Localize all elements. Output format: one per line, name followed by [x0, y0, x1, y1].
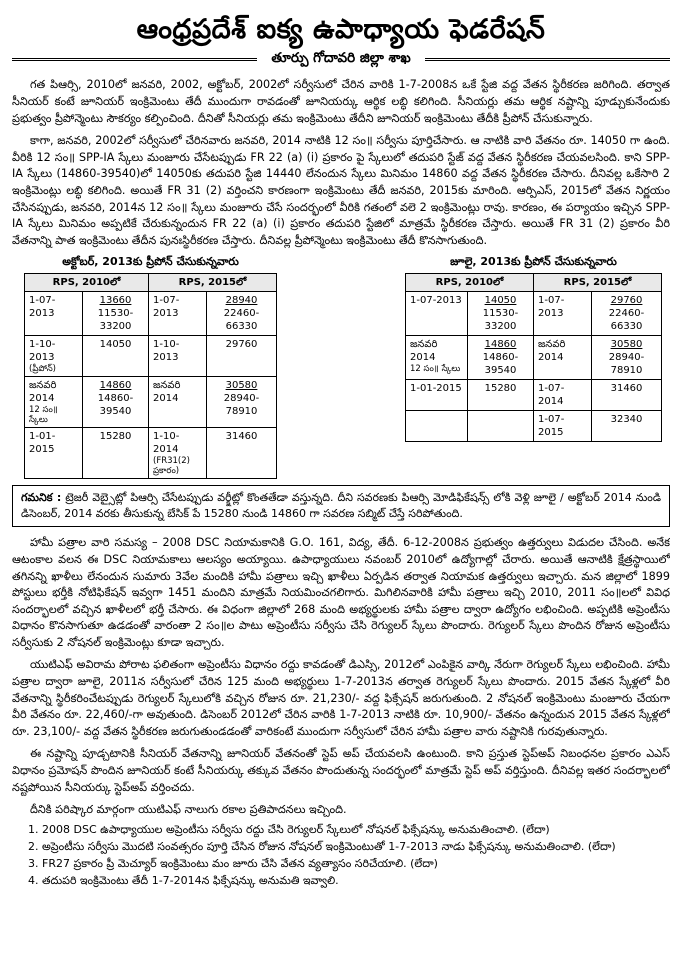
scale-cell — [83, 377, 149, 428]
date-cell — [534, 411, 592, 442]
date-cell — [149, 377, 207, 428]
scale-cell — [83, 428, 149, 479]
date-text: 1-07-2013 — [29, 295, 56, 320]
date-text: 1-07-2013 — [410, 295, 462, 307]
table-october — [24, 273, 277, 479]
scale-cell — [468, 411, 534, 442]
date-text: 1-01-2015 — [410, 383, 462, 395]
table-october-caption: అక్టోబర్, 2013కు ప్రీపోన్ చేసుకున్నవారు — [62, 255, 239, 269]
date-text: 1-07-2013 — [153, 295, 180, 320]
scale-cell — [207, 428, 277, 479]
date-cell — [534, 380, 592, 411]
district-branch-subtitle: తూర్పు గోదావరి జిల్లా శాఖ — [271, 50, 411, 67]
date-cell — [406, 336, 468, 380]
date-cell — [534, 336, 592, 380]
table-row — [406, 336, 662, 380]
rps-2015-header: RPS, 2015లో — [149, 274, 277, 292]
table-row — [25, 377, 277, 428]
date-cell — [25, 428, 83, 479]
scale-cell — [83, 336, 149, 377]
scale-cell — [207, 377, 277, 428]
table-row — [25, 336, 277, 377]
table-row — [25, 428, 277, 479]
pay-scale: 31460 — [610, 383, 643, 395]
scale-cell — [83, 292, 149, 336]
paragraph-apprentice-abolition: యుటిఎఫ్ అవిరామ పోరాట ఫలితంగా అప్రెంటీసు విధానం రద్దు కావడంతో డిఎస్సి, 2012లో ఎంపికైన వార్కి నేరుగా రెగ్యులర్ స్కేలు లభించింది. హామీ పత్రాల ద్వారా జూలై, 2011న సర్వీసులో చేరిన 125 మంది అభ్యర్థులు 1-7-2013న తర్వాత రెగ్యులర్ స్కేలు పొందారు. 2015 వేతన స్కేళ్లలో వీరి వేతనాన్ని స్థిరీకరించేటప్పుడు రెగ్యులర్ స్కేలులోకి వచ్చిన రోజున రూ. 21,230/- వద్ద ఫిక్సేషన్ జరుగుతుంది. 2 నోషనల్ ఇంక్రిమెంటు మంజూరు చేయగా వీరి వేతనం రూ. 22,460/-గా అవుతుంది. డిసెంబర్ 2012లో చేరిన వారికి 1-7-2013 నాటికి రూ. 10,900/- వేతనం ఉన్నందున 2015 వేతన స్కేళ్లలో రూ. 23,100/- వద్ద వేతన స్థిరీకరణ జరుగుతుండడంతో వారికంటే ముందుగా సర్వీసులో చేరిన హామీ పత్రాల వారు నష్టానికి గురవుతున్నారు. — [12, 658, 670, 738]
date-text: జనవరి 2014 — [153, 380, 181, 405]
pay-scale: 14860-39540 — [97, 393, 134, 418]
table-row — [406, 292, 662, 336]
date-cell — [25, 336, 83, 377]
pay-scale: 22460-66330 — [223, 308, 260, 333]
table-october-block — [24, 255, 277, 479]
document-page — [0, 14, 684, 974]
date-cell — [406, 292, 468, 336]
date-cell — [25, 377, 83, 428]
date-cell — [406, 411, 468, 442]
pay-scale: 28940-78910 — [608, 352, 645, 377]
pay-value: 14860 — [484, 339, 517, 351]
table-header-row — [25, 274, 277, 292]
note-label: గమనిక : — [21, 491, 62, 505]
date-cell — [149, 428, 207, 479]
date-text: 1-01-2015 — [29, 431, 56, 456]
date-cell — [149, 336, 207, 377]
scale-cell — [592, 292, 662, 336]
pay-scale: 22460-66330 — [608, 308, 645, 333]
paragraph-guarantee-letters: హామీ పత్రాల వారి సమస్య – 2008 DSC నియామకానికి G.O. 161, విద్య, తేదీ. 6-12-2008న ప్రభుత్వం ఉత్తర్వులు విడుదల చేసింది. అనేక ఆటంకాల వలన ఈ DSC నియామకాలు ఆలస్యం అయ్యాయి. ఉపాధ్యాయులు నవంబర్ 2010లో ఉద్యోగాల్లో చేరారు. అయితే ఆనాటికి క్షేత్రస్థాయిలో తగినన్ని ఖాళీలు లేనందున సుమారు 3వేల మందికి హామీ పత్రాలు ఇచ్చి ఖాళీలు ఏర్పడిన తర్వాత నియామక ఉత్తర్వులు ఇచ్చారు. మన జిల్లాలో 1899 పోస్టులు భర్తీకి నోటిఫికేషన్ ఇవ్వగా 1451 మందిని మాత్రమే నియమించగలిగారు. మిగిలినవారికి హామీ పత్రాలు ఇచ్చి 2010, 2011 సం॥లలో వివిధ సందర్భాలలో వచ్చిన ఖాళీలలో భర్తీ చేసారు. ఈ విధంగా జిల్లాలో 268 మంది అభ్యర్థులకు హామీ పత్రాల ద్వారా ఉద్యోగం లభించింది. అప్పటికి అప్రెంటీసు విధానం కొనసాగుతూ ఉడడంతో వారంతా 2 సం॥ల పాటు అప్రెంటీసు సర్వీసు చేసి రెగ్యులర్ స్కేలు పొందారు. రెగ్యులర్ స్కేలు పొందిన రోజున అప్రెంటీసు సర్వీసుకు 2 నోషనల్ ఇంక్రిమెంట్లు కూడా ఇచ్చారు. — [12, 536, 670, 649]
pay-value: 30580 — [610, 339, 643, 351]
scale-cell — [592, 411, 662, 442]
federation-title: ఆంధ్రప్రదేశ్ ఐక్య ఉపాధ్యాయ ఫెడరేషన్ — [136, 14, 546, 45]
note-text: ట్రెజరీ వెబ్సైట్లో పిఆర్సి చేసేటప్పుడు వర్క్షీట్లో కొంతతేడా వస్తున్నది. దీని సవరణకు పిఆర్సి మోడిఫికేషన్స్ లోకి వెళ్లి జూలై / అక్టోబర్ 2014 నుండి డిసెంబర్, 2014 వరకు తీసుకున్న బేసిక్ పే 15280 నుండి 14860 గా సవరణ సబ్మిట్ చేస్తే సరిపోతుంది. — [21, 491, 661, 521]
list-item: 1. 2008 DSC ఉపాధ్యాయుల అప్రెంటీసు సర్వీసు రద్దు చేసి రెగ్యులర్ స్కేలులో నోషనల్ ఫిక్సేషన్కు అనుమతించాలి. (లేదా) — [42, 821, 670, 838]
date-cell — [149, 292, 207, 336]
proposal-list — [12, 821, 670, 889]
date-text: జనవరి 2014 — [410, 339, 438, 364]
list-item: 4. తదుపరి ఇంక్రిమెంటు తేదీ 1-7-2014న ఫిక్సేషన్కు అనుమతి ఇవ్వాలి. — [42, 872, 670, 889]
paragraph-proposals-intro: దీనికి పరిష్కార మార్గంగా యుటిఎఫ్ నాలుగు రకాల ప్రతిపాదనలు ఇచ్చింది. — [30, 803, 347, 817]
date-text: 1-07-2013 — [538, 295, 565, 320]
pay-value: 13660 — [99, 295, 132, 307]
scale-cell — [468, 336, 534, 380]
date-text: 1-10-2014 — [153, 431, 180, 456]
note-box — [12, 485, 670, 527]
divider-left — [12, 58, 257, 62]
table-row — [25, 292, 277, 336]
date-text: 1-07-2015 — [538, 414, 565, 439]
pay-value: 14860 — [99, 380, 132, 392]
list-item: 2. అప్రెంటీసు సర్వీసు మొదటి సంవత్సరం పూర్తి చేసిన రోజున నోషనల్ ఇంక్రిమెంటుతో 1-7-2013 నాడు ఫిక్సేషన్కు అనుమతించాలి. (లేదా) — [42, 838, 670, 855]
pay-value: 29760 — [610, 295, 643, 307]
pay-scale: 11530-33200 — [482, 308, 519, 333]
divider-right — [425, 58, 670, 62]
paragraph-spp-scale: కాగా, జనవరి, 2002లో సర్వీసులో చేరినవారు జనవరి, 2014 నాటికి 12 సం॥ సర్వీసు పూర్తిచేసారు. ఆ నాటికి వారి వేతనం రూ. 14050 గా ఉంది. వీరికి 12 సం॥ SPP-IA స్కేలు మంజూరు చేసేటప్పుడు FR 22 (a) (i) ప్రకారం పై స్కేలులో తదుపరి స్టేజ్ వద్ద వేతన స్థిరీకరణ చేయవలసింది. కాని SPP-IA స్కేలు (14860-39540)లో 14050కు తదుపరి స్టేజి 14440 లేనందున స్కేలు మినిమం 14860 వద్ద వేతన స్థిరీకరణ చేసారు. దీనివల్ల ఒకేసారి 2 ఇంక్రిమెంట్లు లబ్ధి కలిగింది. అయితే FR 31 (2) వర్తించని కారణంగా ఇంక్రిమెంటు తేదీ జనవరి, 2015కు మారింది. ఆర్పిఎస్, 2015లో వేతన నిర్ణయం చేసినప్పుడు, జనవరి, 2014న 12 సం॥ స్కేలు మంజూరు చేసే సందర్భంలో వీరికి గతంలో వలె 2 ఇంక్రిమెంట్లు రావు. కారణం, ఈ పర్యాయం ఇచ్చిన SPP-IA స్కేలు మినిమం అప్పటికే చేరుకున్నందున FR 22 (a) (i) ప్రకారం తదుపరి స్టేజిలో మాత్రమే స్థిరీకరణ చేస్తారు. అయితే FR 31 (2) ప్రకారం వీరి వేతనాన్ని పాత ఇంక్రిమెంటు తేదీన పునఃస్థిరీకరణ చేస్తారు. దీనివల్ల ప్రీపోన్మెంటు ఇంక్రిమెంటు తేదీ కొనసాగుతుంది. — [12, 134, 670, 247]
pay-scale: 28940-78910 — [223, 393, 260, 418]
scale-cell — [468, 292, 534, 336]
rps-2010-header: RPS, 2010లో — [406, 274, 534, 292]
pay-value: 30580 — [225, 380, 258, 392]
pay-scale: 11530-33200 — [97, 308, 134, 333]
pay-scale: 15280 — [484, 383, 517, 395]
subtitle-row — [12, 50, 670, 69]
pay-tables — [24, 255, 662, 479]
pay-scale: 14860-39540 — [482, 352, 519, 377]
pay-scale: 14050 — [99, 339, 132, 351]
date-cell — [534, 292, 592, 336]
pay-scale: 29760 — [225, 339, 258, 351]
date-note: (FR31(2) ప్రకారం) — [153, 456, 190, 477]
date-text: జనవరి 2014 — [538, 339, 566, 364]
date-text: 1-10-2013 — [153, 339, 180, 364]
paragraph-step-up: ఈ నష్టాన్ని పూడ్చటానికి సీనియర్ వేతనాన్ని జూనియర్ వేతనంతో స్టెప్ అప్ చేయవలసి ఉంటుంది. కాని ప్రస్తుత స్టెప్అప్ నిబంధనల ప్రకారం ఎఎస్ విధానం ప్రమోషన్ పొందిన జూనియర్ కంటే సీనియర్కు తక్కువ వేతనం పొందుతున్న సందర్భంలో మాత్రమే స్టెప్ అప్ వర్తిస్తుంది. దీనివల్ల ఇతర సందర్భాలలో నష్టపోయిన సీనియర్కు స్టెప్అప్ వర్తించదు. — [12, 747, 670, 794]
date-cell — [25, 292, 83, 336]
table-july-block — [405, 255, 662, 479]
date-text: 1-07-2014 — [538, 383, 565, 408]
pay-scale: 32340 — [610, 414, 643, 426]
table-header-row — [406, 274, 662, 292]
list-item: 3. FR27 ప్రకారం ప్రీ మెచ్యూర్ ఇంక్రిమెంటు మం జూరు చేసి వేతన వ్యత్యాసం సరిచేయాలి. (లేదా) — [42, 855, 670, 872]
rps-2010-header: RPS, 2010లో — [25, 274, 149, 292]
pay-value: 14050 — [484, 295, 517, 307]
table-row — [406, 380, 662, 411]
paragraph-preponement: గత పిఆర్సి, 2010లో జనవరి, 2002, అక్టోబర్, 2002లో సర్వీసులో చేరిన వారికి 1-7-2008న ఒకే స్టేజి వద్ద వేతన స్థిరీకరణ జరిగింది. తర్వాత సీనియర్ కంటే జూనియర్ ఇంక్రిమెంటు తేదీ ముందుగా రావడంతో జూనియర్కు ఆర్థిక లబ్ధి కలిగింది. సీనియర్లు తమ ఆర్థిక నష్టాన్ని పూడ్చుకునేందుకు ప్రభుత్వం ప్రీపోన్మెంటు సౌకర్యం కల్పించింది. దీనితో సీనియర్లు తమ ఇంక్రిమెంటు తేదీని జూనియర్ ఇంక్రిమెంటు తేదీకి ప్రీపోన్ చేసుకున్నారు. — [12, 78, 670, 125]
date-note: (ప్రీపోన్) — [29, 364, 56, 375]
pay-value: 28940 — [225, 295, 258, 307]
table-july — [405, 273, 662, 442]
pay-scale: 31460 — [225, 431, 258, 443]
date-note: 12 సం॥ స్కేలు — [29, 405, 58, 426]
scale-cell — [592, 380, 662, 411]
date-text: జనవరి 2014 — [29, 380, 57, 405]
scale-cell — [207, 292, 277, 336]
scale-cell — [207, 336, 277, 377]
table-july-caption: జూలై, 2013కు ప్రీపోన్ చేసుకున్నవారు — [450, 255, 617, 269]
date-text: 1-10-2013 — [29, 339, 56, 364]
scale-cell — [592, 336, 662, 380]
scale-cell — [468, 380, 534, 411]
table-row — [406, 411, 662, 442]
pay-scale: 15280 — [99, 431, 132, 443]
rps-2015-header: RPS, 2015లో — [534, 274, 662, 292]
date-note: 12 సం॥ స్కేలు — [410, 364, 461, 375]
date-cell — [406, 380, 468, 411]
